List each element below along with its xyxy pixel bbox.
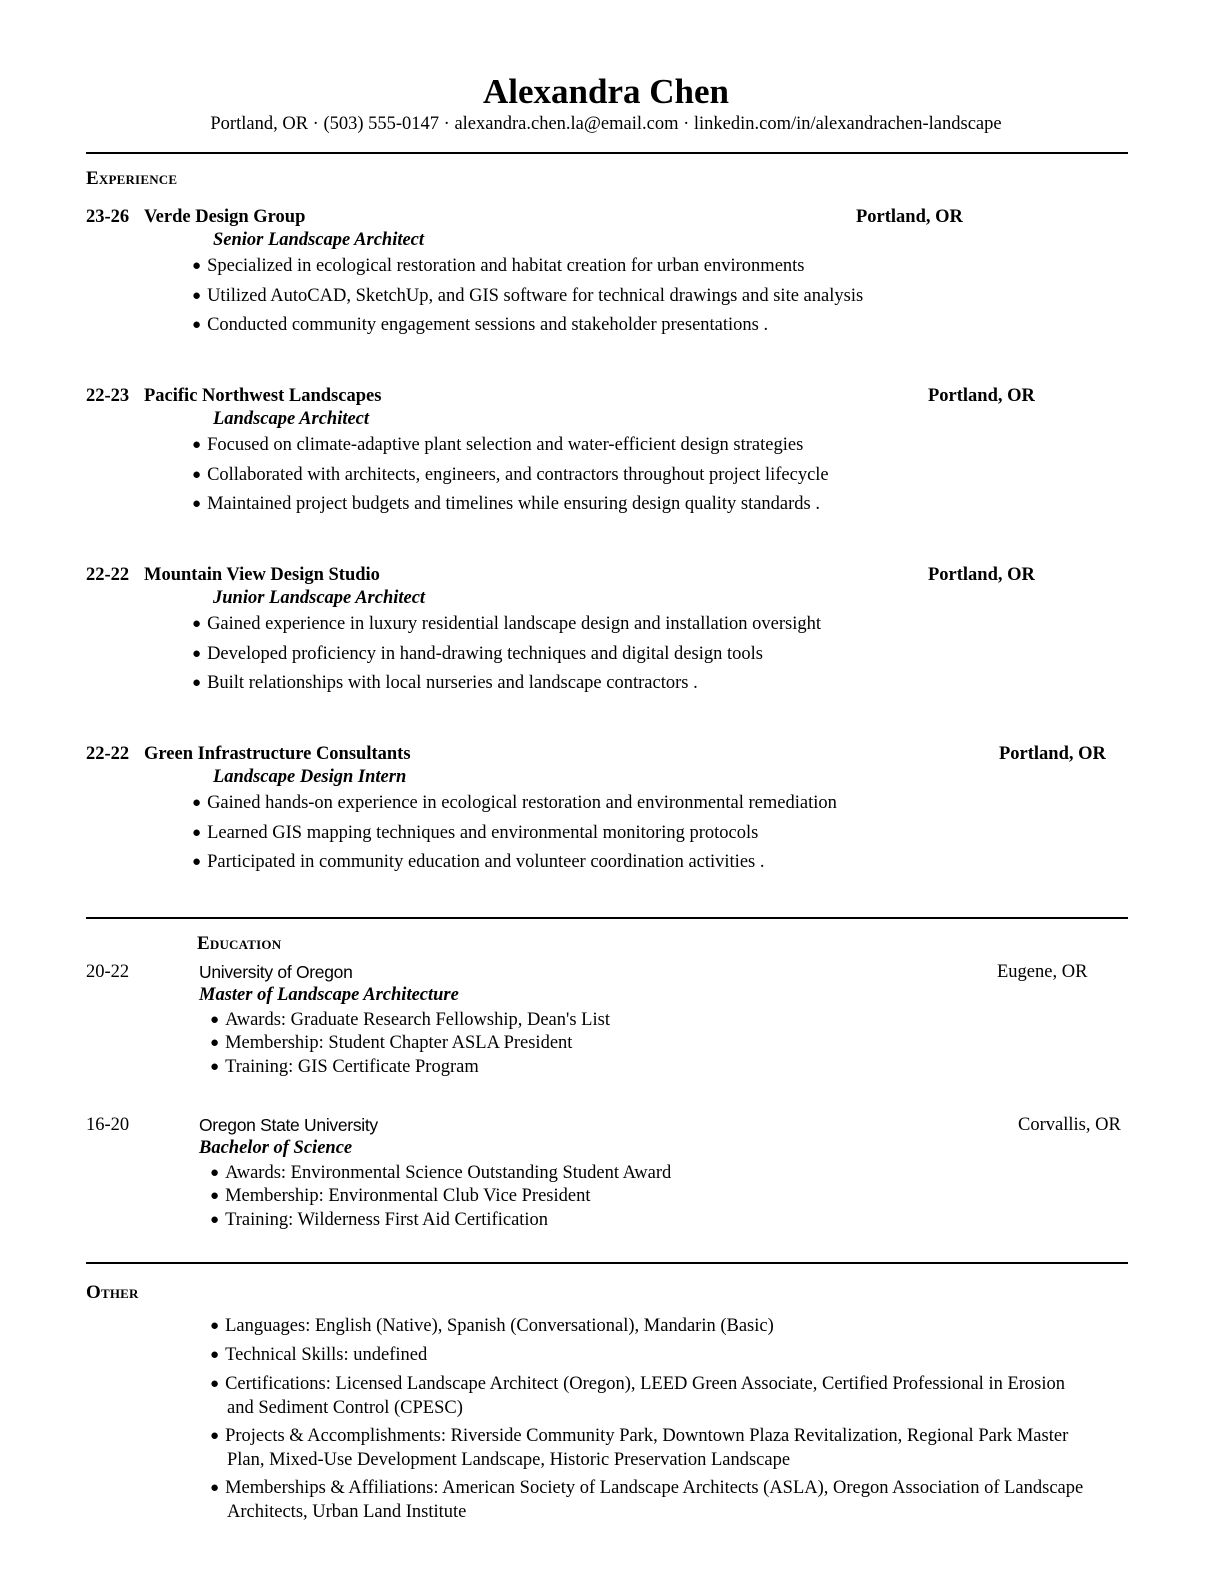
education-bullets bbox=[210, 1162, 671, 1232]
job-dates: 22-22 bbox=[86, 744, 130, 764]
job-role: Junior Landscape Architect bbox=[213, 588, 426, 608]
job-bullets bbox=[192, 431, 829, 520]
job-location: Portland, OR bbox=[928, 386, 1035, 406]
list-item: ● Membership: Student Chapter ASLA President bbox=[210, 1032, 610, 1055]
list-item: ● Memberships & Affiliations: American Society of Landscape Architects (ASLA), Oregon Association of Landscape Architects, Urban Land Institute bbox=[210, 1477, 1090, 1524]
job-dates: 23-26 bbox=[86, 207, 130, 227]
resume-name: Alexandra Chen bbox=[483, 72, 729, 111]
list-item: ● Languages: English (Native), Spanish (Conversational), Mandarin (Basic) bbox=[210, 1315, 1090, 1339]
list-item: ● Conducted community engagement sessions and stakeholder presentations . bbox=[192, 311, 863, 341]
job-dates: 22-22 bbox=[86, 565, 130, 585]
education-divider bbox=[86, 1262, 1128, 1264]
list-item: ● Gained hands-on experience in ecological restoration and environmental remediation bbox=[192, 789, 837, 819]
education-dates: 20-22 bbox=[86, 962, 130, 982]
job-role: Landscape Architect bbox=[213, 409, 370, 429]
contact-line: Portland, OR · (503) 555-0147 · alexandra.chen.la@email.com · linkedin.com/in/alexandrachen-landscape bbox=[210, 114, 1002, 134]
list-item: ● Gained experience in luxury residential landscape design and installation oversight bbox=[192, 610, 821, 640]
list-item: ● Projects & Accomplishments: Riverside Community Park, Downtown Plaza Revitalization, Regional Park Master Plan, Mixed-Use Development Landscape, Historic Preservation Landscape bbox=[210, 1425, 1090, 1472]
job-company: Pacific Northwest Landscapes bbox=[144, 386, 382, 406]
education-degree: Bachelor of Science bbox=[199, 1138, 353, 1158]
list-item: ● Training: GIS Certificate Program bbox=[210, 1056, 610, 1079]
list-item: ● Collaborated with architects, engineers, and contractors throughout project lifecycle bbox=[192, 461, 829, 491]
job-bullets bbox=[192, 252, 863, 341]
list-item: ● Focused on climate-adaptive plant selection and water-efficient design strategies bbox=[192, 431, 829, 461]
education-dates: 16-20 bbox=[86, 1115, 130, 1135]
list-item: ● Maintained project budgets and timelines while ensuring design quality standards . bbox=[192, 490, 829, 520]
experience-heading: Experience bbox=[86, 168, 178, 189]
job-bullets bbox=[192, 610, 821, 699]
list-item: ● Awards: Environmental Science Outstanding Student Award bbox=[210, 1162, 671, 1185]
list-item: ● Built relationships with local nurseries and landscape contractors . bbox=[192, 669, 821, 699]
list-item: ● Training: Wilderness First Aid Certification bbox=[210, 1209, 671, 1232]
job-company: Mountain View Design Studio bbox=[144, 565, 380, 585]
education-bullets bbox=[210, 1009, 610, 1079]
list-item: ● Certifications: Licensed Landscape Architect (Oregon), LEED Green Associate, Certified Professional in Erosion and Sediment Control (CPESC) bbox=[210, 1373, 1090, 1420]
job-location: Portland, OR bbox=[999, 744, 1106, 764]
education-heading: Education bbox=[197, 933, 282, 954]
job-location: Portland, OR bbox=[928, 565, 1035, 585]
experience-divider bbox=[86, 917, 1128, 919]
education-location: Corvallis, OR bbox=[1018, 1115, 1121, 1135]
list-item: ● Technical Skills: undefined bbox=[210, 1344, 1090, 1368]
other-bullets bbox=[210, 1315, 1090, 1529]
job-role: Landscape Design Intern bbox=[213, 767, 407, 787]
job-bullets bbox=[192, 789, 837, 878]
list-item: ● Learned GIS mapping techniques and environmental monitoring protocols bbox=[192, 819, 837, 849]
list-item: ● Awards: Graduate Research Fellowship, Dean's List bbox=[210, 1009, 610, 1032]
education-school: University of Oregon bbox=[199, 962, 353, 982]
list-item: ● Membership: Environmental Club Vice President bbox=[210, 1185, 671, 1208]
list-item: ● Utilized AutoCAD, SketchUp, and GIS software for technical drawings and site analysis bbox=[192, 282, 863, 312]
education-location: Eugene, OR bbox=[997, 962, 1088, 982]
job-role: Senior Landscape Architect bbox=[213, 230, 425, 250]
job-company: Verde Design Group bbox=[144, 207, 306, 227]
other-heading: Other bbox=[86, 1282, 139, 1303]
job-dates: 22-23 bbox=[86, 386, 130, 406]
job-location: Portland, OR bbox=[856, 207, 963, 227]
education-school: Oregon State University bbox=[199, 1115, 378, 1135]
job-company: Green Infrastructure Consultants bbox=[144, 744, 411, 764]
list-item: ● Specialized in ecological restoration and habitat creation for urban environments bbox=[192, 252, 863, 282]
list-item: ● Developed proficiency in hand-drawing techniques and digital design tools bbox=[192, 640, 821, 670]
education-degree: Master of Landscape Architecture bbox=[199, 985, 459, 1005]
header-divider bbox=[86, 152, 1128, 154]
list-item: ● Participated in community education and volunteer coordination activities . bbox=[192, 848, 837, 878]
